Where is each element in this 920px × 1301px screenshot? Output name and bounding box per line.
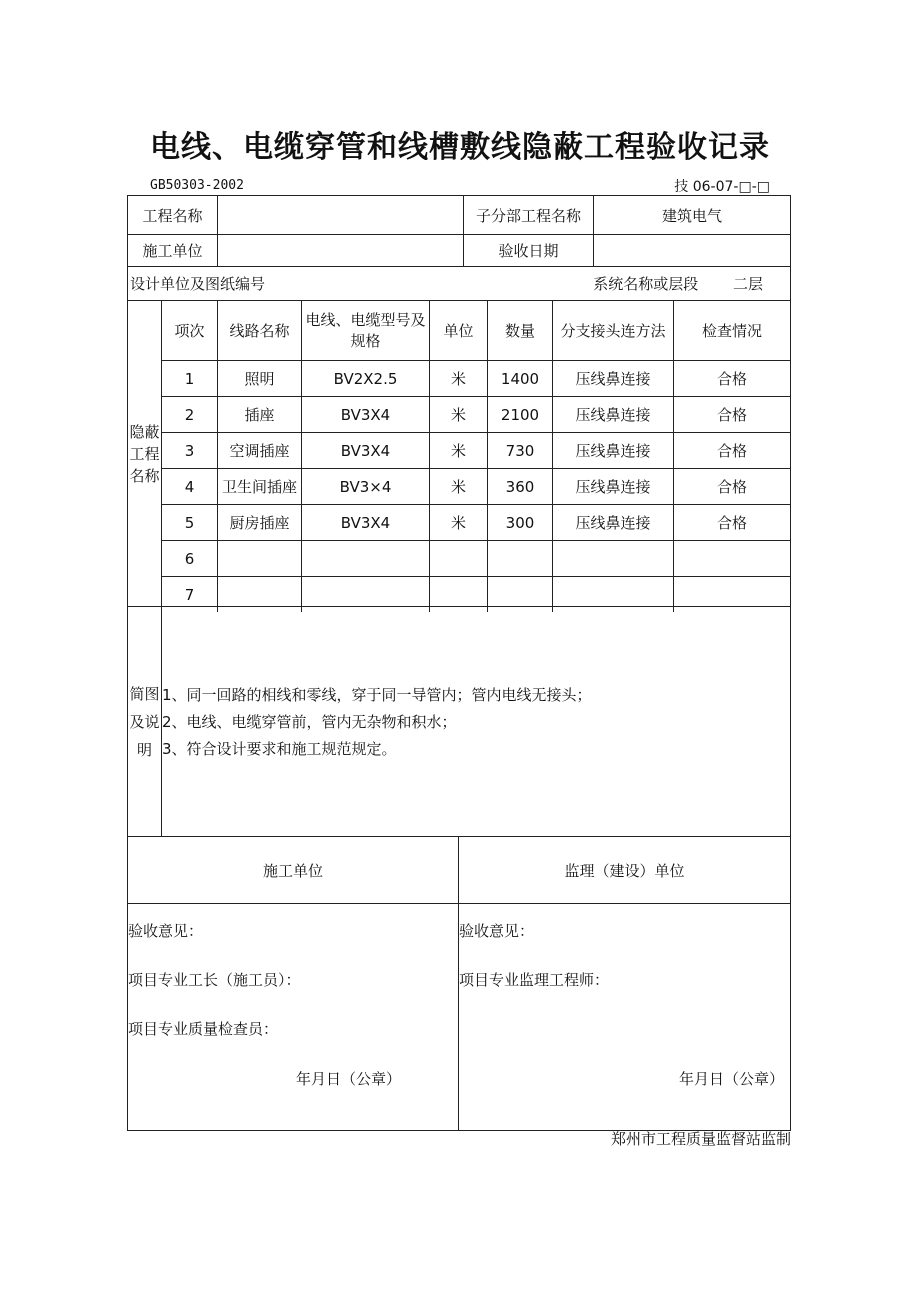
line-name-cell[interactable]: 空调插座 xyxy=(218,433,302,468)
table-row xyxy=(162,469,790,505)
foreman-signature-field[interactable]: 项目专业工长（施工员）： xyxy=(128,971,301,989)
system-value[interactable]: 二层 xyxy=(732,275,763,293)
header-section xyxy=(127,195,791,267)
construction-opinion-field[interactable]: 验收意见： xyxy=(128,922,204,940)
quantity-cell[interactable]: 1400 xyxy=(488,361,553,396)
inspection-result-cell[interactable]: 合格 xyxy=(716,514,747,532)
note-line: 2、电线、电缆穿管前，管内无杂物和积水； xyxy=(162,713,457,731)
quantity-cell[interactable] xyxy=(488,541,553,576)
unit-cell[interactable]: 米 xyxy=(430,361,488,396)
hidden-works-section xyxy=(127,301,791,607)
acceptance-date-value[interactable] xyxy=(594,235,790,266)
inspection-result-cell[interactable] xyxy=(674,541,790,576)
construction-heading: 施工单位 xyxy=(128,837,458,904)
quantity-cell[interactable]: 360 xyxy=(488,469,553,504)
page-title: 电线、电缆穿管和线槽敷线隐蔽工程验收记录 xyxy=(150,130,770,165)
note-line: 3、符合设计要求和施工规范规定。 xyxy=(162,740,397,758)
unit-cell[interactable] xyxy=(430,541,488,576)
construction-date-stamp[interactable]: 年月日（公章） xyxy=(296,1070,402,1088)
supervision-heading: 监理（建设）单位 xyxy=(459,837,790,904)
column-header: 分支接头连方法 xyxy=(553,301,674,360)
supervision-opinion-field[interactable]: 验收意见： xyxy=(459,922,535,940)
joint-method-cell[interactable]: 压线鼻连接 xyxy=(553,433,674,468)
unit-cell[interactable]: 米 xyxy=(430,397,488,432)
item-number-cell: 7 xyxy=(162,577,218,612)
column-header: 电线、电缆型号及规格 xyxy=(302,301,430,360)
project-name-label: 工程名称 xyxy=(128,196,218,234)
column-header: 数量 xyxy=(488,301,553,360)
hidden-works-table xyxy=(162,301,790,606)
inspector-signature-field[interactable]: 项目专业质量检查员： xyxy=(128,1020,279,1038)
design-label: 设计单位及图纸编号 xyxy=(130,275,266,293)
construction-unit-value[interactable] xyxy=(218,235,464,266)
notes-body xyxy=(162,607,790,836)
inspection-result-cell[interactable]: 合格 xyxy=(716,406,747,424)
quantity-cell[interactable]: 730 xyxy=(488,433,553,468)
line-name-cell[interactable]: 卫生间插座 xyxy=(218,469,302,504)
footer-issuer: 郑州市工程质量监督站监制 xyxy=(610,1130,791,1148)
item-number-cell: 2 xyxy=(162,397,218,432)
quantity-cell[interactable]: 300 xyxy=(488,505,553,540)
notes-section xyxy=(127,607,791,837)
line-name-cell[interactable] xyxy=(218,541,302,576)
cable-model-cell[interactable] xyxy=(302,541,430,576)
item-number-cell: 3 xyxy=(162,433,218,468)
construction-unit-label: 施工单位 xyxy=(128,235,218,266)
column-header: 项次 xyxy=(162,301,218,360)
line-name-cell[interactable]: 厨房插座 xyxy=(218,505,302,540)
item-number-cell: 5 xyxy=(162,505,218,540)
joint-method-cell[interactable]: 压线鼻连接 xyxy=(553,397,674,432)
supervision-date-stamp[interactable]: 年月日（公章） xyxy=(678,1070,784,1088)
table-row xyxy=(162,541,790,577)
form-number: 技 06-07-□-□ xyxy=(674,179,770,195)
cable-model-cell[interactable]: BV3X4 xyxy=(302,397,430,432)
column-header: 线路名称 xyxy=(218,301,302,360)
item-number-cell: 1 xyxy=(162,361,218,396)
unit-cell[interactable]: 米 xyxy=(430,433,488,468)
notes-side-label: 简图及说明 xyxy=(128,607,162,836)
item-number-cell: 6 xyxy=(162,541,218,576)
joint-method-cell[interactable]: 压线鼻连接 xyxy=(553,505,674,540)
line-name-cell[interactable]: 照明 xyxy=(218,361,302,396)
column-header: 单位 xyxy=(430,301,488,360)
unit-cell[interactable]: 米 xyxy=(430,469,488,504)
unit-cell[interactable]: 米 xyxy=(430,505,488,540)
record-sheet xyxy=(127,195,791,1131)
supervision-signoff xyxy=(459,837,790,1130)
quantity-cell[interactable]: 2100 xyxy=(488,397,553,432)
table-row xyxy=(162,361,790,397)
table-header-row xyxy=(162,301,790,361)
project-name-value[interactable] xyxy=(218,196,464,234)
joint-method-cell[interactable]: 压线鼻连接 xyxy=(553,361,674,396)
sub-project-label: 子分部工程名称 xyxy=(464,196,594,234)
line-name-cell[interactable]: 插座 xyxy=(218,397,302,432)
table-row xyxy=(162,433,790,469)
standard-code: GB50303-2002 xyxy=(150,178,244,193)
design-row xyxy=(127,267,791,301)
engineer-signature-field[interactable]: 项目专业监理工程师： xyxy=(459,971,610,989)
system-label: 系统名称或层段 xyxy=(593,275,699,293)
cable-model-cell[interactable]: BV3×4 xyxy=(302,469,430,504)
inspection-result-cell[interactable]: 合格 xyxy=(716,478,747,496)
inspection-result-cell[interactable]: 合格 xyxy=(716,442,747,460)
joint-method-cell[interactable] xyxy=(553,541,674,576)
hidden-works-side-label: 隐蔽工程名称 xyxy=(128,301,162,606)
table-row xyxy=(162,505,790,541)
cable-model-cell[interactable]: BV2X2.5 xyxy=(302,361,430,396)
column-header: 检查情况 xyxy=(701,322,762,340)
cable-model-cell[interactable]: BV3X4 xyxy=(302,505,430,540)
construction-signoff xyxy=(128,837,459,1130)
inspection-result-cell[interactable]: 合格 xyxy=(716,370,747,388)
joint-method-cell[interactable]: 压线鼻连接 xyxy=(553,469,674,504)
item-number-cell: 4 xyxy=(162,469,218,504)
signoff-section xyxy=(127,837,791,1131)
note-line: 1、同一回路的相线和零线，穿于同一导管内；管内电线无接头； xyxy=(162,686,592,704)
cable-model-cell[interactable]: BV3X4 xyxy=(302,433,430,468)
acceptance-date-label: 验收日期 xyxy=(464,235,594,266)
sub-project-value[interactable]: 建筑电气 xyxy=(661,206,722,225)
table-row xyxy=(162,397,790,433)
